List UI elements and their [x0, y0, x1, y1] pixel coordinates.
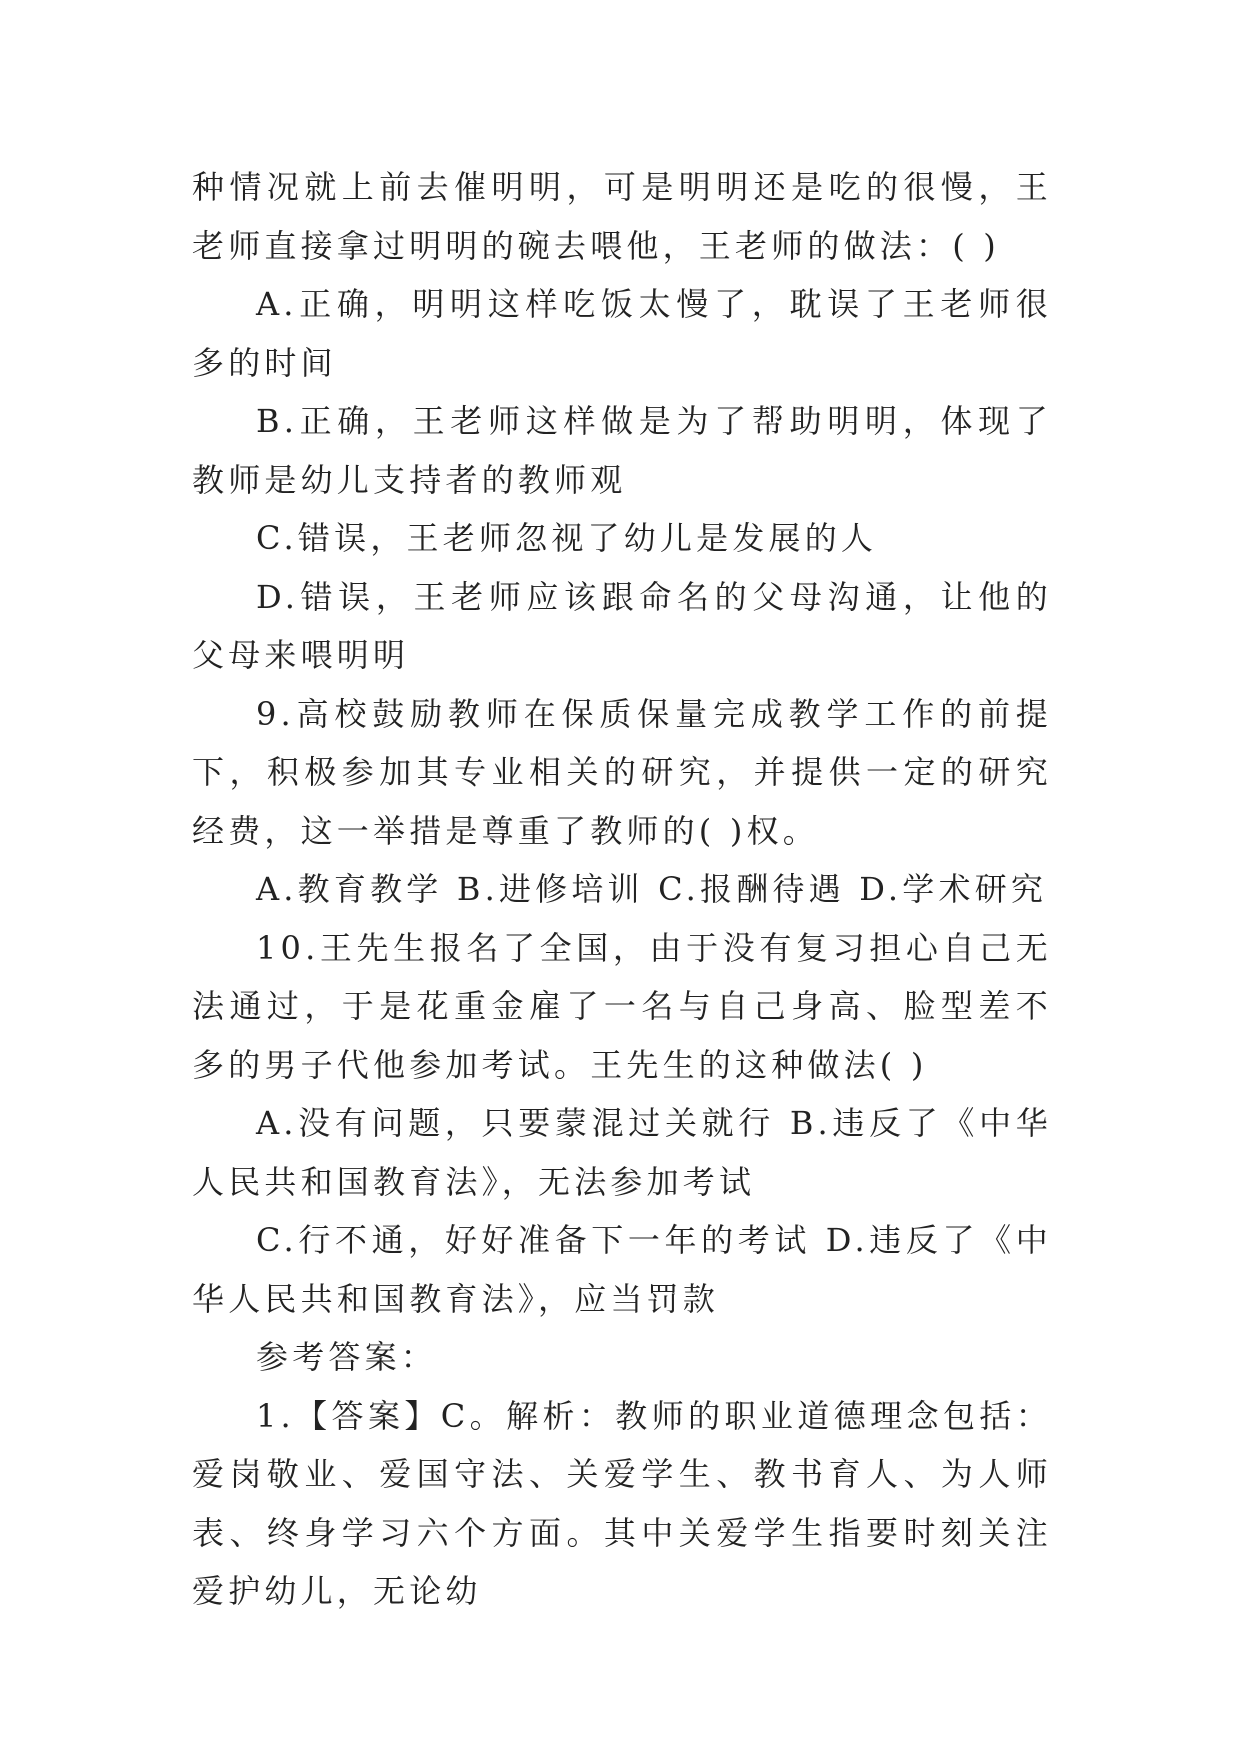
paragraph-q8-option-c: C.错误，王老师忽视了幼儿是发展的人 — [256, 519, 878, 557]
paragraph-question-9: 9.高校鼓励教师在保质保量完成教学工作的前提下，积极参加其专业相关的研究，并提供一定的研究经费，这一举措是尊重了教师的( )权。 — [192, 694, 1052, 850]
document-body — [192, 158, 1052, 1621]
paragraph-answer-1: 1.【答案】C。解析：教师的职业道德理念包括：爱岗敬业、爱国守法、关爱学生、教书育人、为人师表、终身学习六个方面。其中关爱学生指要时刻关注爱护幼儿，无论幼 — [192, 1396, 1052, 1610]
paragraph-q10-options-cd: C.行不通，好好准备下一年的考试 D.违反了《中华人民共和国教育法》，应当罚款 — [192, 1221, 1052, 1318]
paragraph-q8-option-d: D.错误，王老师应该跟命名的父母沟通，让他的父母来喂明明 — [192, 577, 1052, 674]
paragraph-q8-option-b: B.正确，王老师这样做是为了帮助明明，体现了教师是幼儿支持者的教师观 — [192, 402, 1052, 499]
paragraph-question-10: 10.王先生报名了全国，由于没有复习担心自己无法通过，于是花重金雇了一名与自己身高、脸型差不多的男子代他参加考试。王先生的这种做法( ) — [192, 928, 1052, 1084]
paragraph-question-8-stem-continued: 种情况就上前去催明明，可是明明还是吃的很慢，王老师直接拿过明明的碗去喂他，王老师的做法：( ) — [192, 168, 1052, 265]
paragraph-q8-option-a: A.正确，明明这样吃饭太慢了，耽误了王老师很多的时间 — [192, 285, 1052, 382]
paragraph-q10-options-ab: A.没有问题，只要蒙混过关就行 B.违反了《中华人民共和国教育法》，无法参加考试 — [192, 1104, 1052, 1201]
answers-heading: 参考答案： — [256, 1338, 438, 1376]
paragraph-q9-options: A.教育教学 B.进修培训 C.报酬待遇 D.学术研究 — [256, 870, 1048, 908]
